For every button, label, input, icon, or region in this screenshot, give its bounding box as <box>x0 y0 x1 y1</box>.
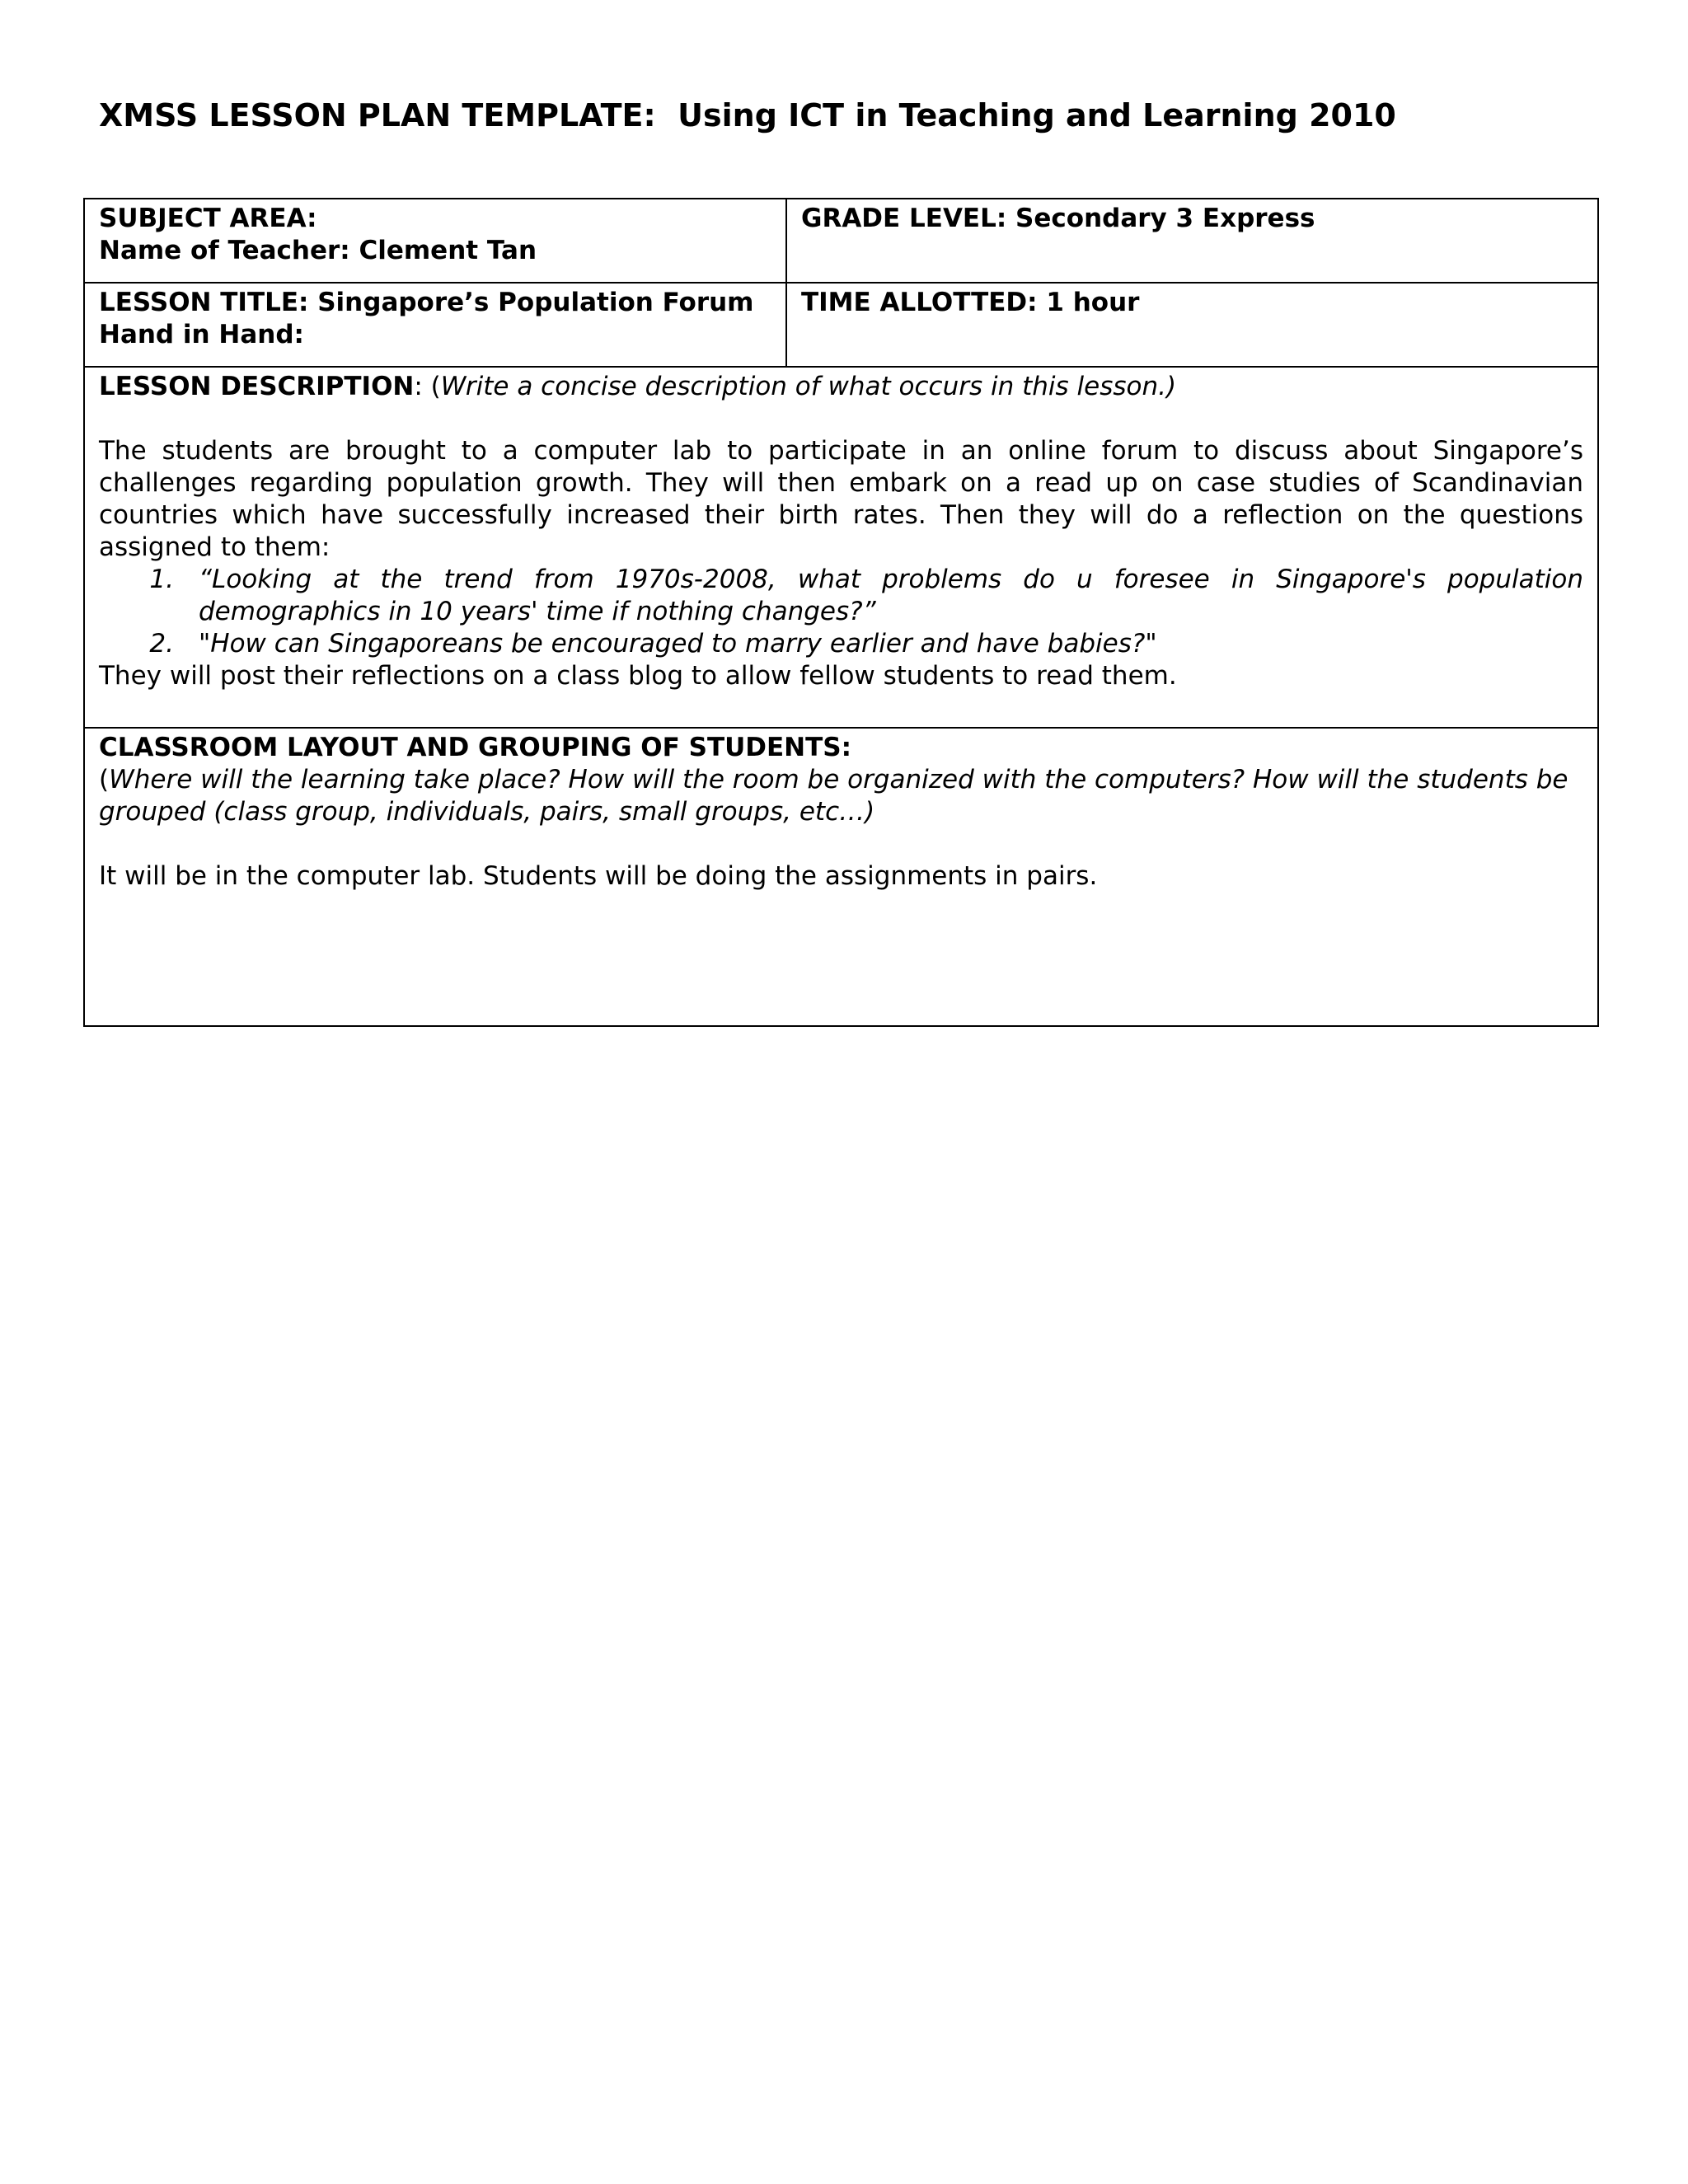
lesson-description-paragraph: The students are brought to a computer lab to participate in an online forum to discuss about Singapore’s challenges regarding population growth. They will then embark on a read up on case studies of Scandinavian countries which have successfully increased their birth rates. Then they will do a reflection on the questions assigned to them: <box>99 436 1583 562</box>
time-allotted: TIME ALLOTTED: 1 hour <box>801 288 1140 317</box>
classroom-layout-label: CLASSROOM LAYOUT AND GROUPING OF STUDENTS: <box>99 733 851 762</box>
table-row <box>84 283 1598 367</box>
table-row <box>84 728 1598 1026</box>
subject-area-cell <box>84 199 786 283</box>
lesson-description-hint: Write a concise description of what occurs in this lesson.) <box>440 372 1177 401</box>
table-row <box>84 367 1598 728</box>
lesson-description-closing: They will post their reflections on a class blog to allow fellow students to read them. <box>99 661 1177 691</box>
classroom-layout-answer: It will be in the computer lab. Students will be doing the assignments in pairs. <box>99 861 1098 891</box>
question-number: 2. <box>149 629 174 658</box>
grade-level: GRADE LEVEL: Secondary 3 Express <box>801 204 1315 233</box>
classroom-layout-cell <box>84 728 1598 1026</box>
lesson-description-label: LESSON DESCRIPTION <box>99 372 415 401</box>
classroom-layout-hint: Where will the learning take place? How will the room be organized with the computers? How will the students be grouped (class group, individuals, pairs, small groups, etc…) <box>99 765 1568 827</box>
lesson-description-label-suffix: : ( <box>414 372 441 401</box>
question-text: “Looking at the trend from 1970s-2008, what problems do u foresee in Singapore's population demographics in 10 years' time if nothing changes?” <box>199 565 1583 626</box>
lesson-title-cell <box>84 283 786 367</box>
list-item <box>99 564 1583 628</box>
lesson-description-cell <box>84 367 1598 728</box>
spacer <box>99 828 1583 860</box>
question-text: "How can Singaporeans be encouraged to marry earlier and have babies?" <box>199 629 1157 658</box>
table-row <box>84 199 1598 283</box>
classroom-layout-hint-open: ( <box>99 765 110 794</box>
classroom-layout-hint-wrap <box>99 764 1583 828</box>
list-item <box>99 628 1583 660</box>
lesson-title-line-2: Hand in Hand: <box>99 320 304 349</box>
lesson-title-line-1: LESSON TITLE: Singapore’s Population Forum <box>99 288 754 317</box>
spacer <box>99 403 1583 435</box>
teacher-name: Name of Teacher: Clement Tan <box>99 236 537 265</box>
page-title: XMSS LESSON PLAN TEMPLATE: Using ICT in Teaching and Learning 2010 <box>99 97 1396 134</box>
subject-area-label: SUBJECT AREA: <box>99 204 317 233</box>
lesson-description-heading <box>99 371 1583 403</box>
question-number: 1. <box>149 565 174 594</box>
time-allotted-cell <box>786 283 1598 367</box>
grade-level-cell <box>786 199 1598 283</box>
lesson-plan-table <box>83 198 1599 1027</box>
reflection-questions-list <box>99 564 1583 660</box>
